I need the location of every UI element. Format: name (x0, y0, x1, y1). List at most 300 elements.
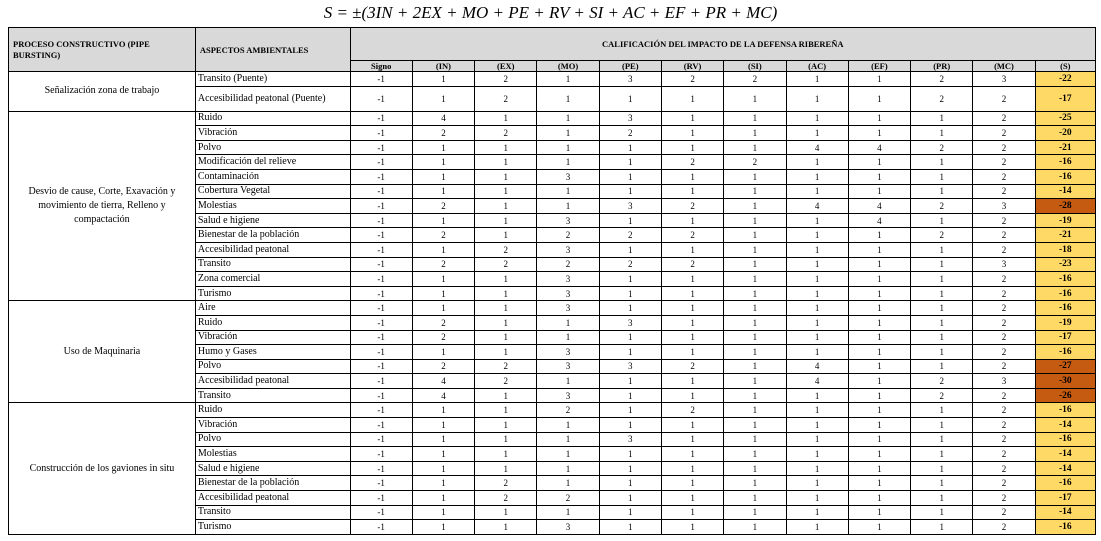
value-cell: 1 (724, 301, 786, 316)
aspect-cell: Accesibilidad peatonal (195, 374, 350, 389)
significance-cell: -19 (1035, 315, 1095, 330)
value-cell: 2 (412, 126, 474, 141)
value-cell: 2 (973, 111, 1035, 126)
value-cell: 1 (599, 169, 661, 184)
value-cell: 2 (973, 345, 1035, 360)
significance-cell: -21 (1035, 228, 1095, 243)
value-cell: 1 (537, 86, 599, 111)
value-cell: 1 (911, 184, 973, 199)
significance-cell: -20 (1035, 126, 1095, 141)
value-cell: 1 (911, 418, 973, 433)
aspect-cell: Vibración (195, 126, 350, 141)
value-cell: 1 (911, 286, 973, 301)
value-cell: 1 (599, 447, 661, 462)
value-cell: 1 (537, 461, 599, 476)
value-cell: -1 (350, 374, 412, 389)
value-cell: 1 (661, 184, 723, 199)
value-cell: 2 (911, 86, 973, 111)
value-cell: 1 (848, 315, 910, 330)
value-cell: 1 (848, 126, 910, 141)
value-cell: 1 (911, 111, 973, 126)
value-cell: 1 (848, 155, 910, 170)
value-cell: 1 (412, 505, 474, 520)
value-cell: 2 (412, 359, 474, 374)
value-cell: 2 (911, 374, 973, 389)
value-cell: 1 (599, 374, 661, 389)
value-cell: 1 (786, 228, 848, 243)
value-cell: 1 (661, 476, 723, 491)
value-cell: -1 (350, 184, 412, 199)
value-cell: 2 (724, 72, 786, 87)
aspect-cell: Bienestar de la población (195, 476, 350, 491)
value-cell: -1 (350, 111, 412, 126)
value-cell: 1 (661, 169, 723, 184)
value-cell: 1 (848, 345, 910, 360)
significance-cell: -17 (1035, 330, 1095, 345)
value-cell: 1 (911, 315, 973, 330)
value-cell: 4 (786, 199, 848, 214)
value-cell: 2 (973, 359, 1035, 374)
value-cell: 1 (412, 155, 474, 170)
value-cell: 1 (475, 272, 537, 287)
significance-cell: -16 (1035, 476, 1095, 491)
value-cell: 1 (911, 505, 973, 520)
value-cell: -1 (350, 301, 412, 316)
value-cell: 1 (724, 330, 786, 345)
value-cell: 1 (911, 301, 973, 316)
value-cell: 1 (475, 418, 537, 433)
value-cell: 1 (661, 505, 723, 520)
value-cell: 1 (848, 520, 910, 535)
value-cell: 1 (786, 242, 848, 257)
significance-cell: -21 (1035, 140, 1095, 155)
value-cell: 1 (724, 432, 786, 447)
value-cell: -1 (350, 242, 412, 257)
value-cell: -1 (350, 505, 412, 520)
value-cell: 1 (848, 461, 910, 476)
column-header: (PE) (599, 61, 661, 72)
value-cell: 1 (599, 272, 661, 287)
column-header: (EF) (848, 61, 910, 72)
value-cell: 1 (599, 461, 661, 476)
value-cell: 1 (786, 72, 848, 87)
value-cell: 1 (724, 491, 786, 506)
value-cell: 1 (475, 520, 537, 535)
value-cell: -1 (350, 315, 412, 330)
value-cell: -1 (350, 228, 412, 243)
aspect-cell: Vibración (195, 330, 350, 345)
value-cell: 1 (599, 155, 661, 170)
significance-cell: -14 (1035, 461, 1095, 476)
value-cell: 1 (661, 491, 723, 506)
significance-cell: -30 (1035, 374, 1095, 389)
value-cell: 1 (412, 242, 474, 257)
value-cell: 1 (537, 111, 599, 126)
significance-cell: -28 (1035, 199, 1095, 214)
value-cell: 1 (786, 476, 848, 491)
value-cell: 1 (786, 111, 848, 126)
aspect-cell: Bienestar de la población (195, 228, 350, 243)
value-cell: 1 (911, 447, 973, 462)
value-cell: 1 (848, 359, 910, 374)
value-cell: 1 (848, 301, 910, 316)
value-cell: 1 (724, 111, 786, 126)
value-cell: 1 (599, 403, 661, 418)
value-cell: 1 (537, 199, 599, 214)
value-cell: 1 (537, 155, 599, 170)
value-cell: 1 (848, 418, 910, 433)
table-row (9, 72, 1096, 87)
value-cell: 1 (724, 345, 786, 360)
value-cell: 3 (537, 520, 599, 535)
value-cell: 3 (537, 301, 599, 316)
value-cell: 1 (848, 286, 910, 301)
value-cell: 4 (848, 213, 910, 228)
value-cell: 2 (599, 228, 661, 243)
aspect-cell: Accesibilidad peatonal (195, 491, 350, 506)
aspect-cell: Turismo (195, 520, 350, 535)
value-cell: 2 (475, 491, 537, 506)
aspect-cell: Turismo (195, 286, 350, 301)
value-cell: 1 (475, 155, 537, 170)
aspect-cell: Ruido (195, 111, 350, 126)
value-cell: 4 (848, 140, 910, 155)
value-cell: 1 (724, 140, 786, 155)
value-cell: 2 (599, 257, 661, 272)
value-cell: 2 (412, 228, 474, 243)
value-cell: 1 (724, 403, 786, 418)
value-cell: 2 (973, 461, 1035, 476)
value-cell: 1 (911, 461, 973, 476)
value-cell: 1 (911, 213, 973, 228)
value-cell: 1 (848, 505, 910, 520)
process-cell: Uso de Maquinaria (9, 301, 196, 403)
value-cell: 1 (412, 418, 474, 433)
value-cell: 1 (724, 272, 786, 287)
value-cell: -1 (350, 447, 412, 462)
value-cell: 1 (475, 169, 537, 184)
value-cell: 3 (599, 72, 661, 87)
significance-cell: -18 (1035, 242, 1095, 257)
significance-cell: -27 (1035, 359, 1095, 374)
aspect-cell: Aire (195, 301, 350, 316)
value-cell: 1 (537, 447, 599, 462)
value-cell: 1 (412, 72, 474, 87)
value-cell: 1 (412, 447, 474, 462)
value-cell: 1 (911, 272, 973, 287)
value-cell: -1 (350, 272, 412, 287)
process-cell: Señalización zona de trabajo (9, 72, 196, 112)
significance-cell: -26 (1035, 388, 1095, 403)
value-cell: 2 (973, 169, 1035, 184)
value-cell: 1 (599, 418, 661, 433)
value-cell: 1 (599, 520, 661, 535)
value-cell: 2 (412, 315, 474, 330)
value-cell: 2 (973, 476, 1035, 491)
value-cell: 3 (537, 388, 599, 403)
value-cell: 1 (786, 169, 848, 184)
value-cell: 1 (911, 330, 973, 345)
value-cell: 1 (475, 345, 537, 360)
value-cell: 1 (475, 228, 537, 243)
header-process: PROCESO CONSTRUCTIVO (PIPE BURSTING) (9, 28, 196, 72)
value-cell: 1 (724, 257, 786, 272)
value-cell: 1 (412, 184, 474, 199)
value-cell: 3 (599, 359, 661, 374)
value-cell: -1 (350, 126, 412, 141)
value-cell: 1 (599, 505, 661, 520)
value-cell: 2 (599, 126, 661, 141)
value-cell: 1 (661, 126, 723, 141)
column-header: (SI) (724, 61, 786, 72)
value-cell: 2 (973, 505, 1035, 520)
significance-cell: -14 (1035, 418, 1095, 433)
value-cell: 1 (724, 213, 786, 228)
column-header: (AC) (786, 61, 848, 72)
value-cell: -1 (350, 140, 412, 155)
value-cell: 1 (848, 403, 910, 418)
value-cell: 1 (724, 359, 786, 374)
value-cell: 1 (661, 520, 723, 535)
header-calification: CALIFICACIÓN DEL IMPACTO DE LA DEFENSA RIBEREÑA (350, 28, 1095, 61)
value-cell: 1 (724, 315, 786, 330)
value-cell: 1 (786, 505, 848, 520)
aspect-cell: Molestias (195, 447, 350, 462)
value-cell: 1 (724, 86, 786, 111)
value-cell: 2 (661, 228, 723, 243)
value-cell: -1 (350, 213, 412, 228)
aspect-cell: Polvo (195, 359, 350, 374)
value-cell: 1 (475, 388, 537, 403)
value-cell: 1 (661, 140, 723, 155)
value-cell: 4 (786, 140, 848, 155)
value-cell: 3 (599, 315, 661, 330)
value-cell: 2 (911, 199, 973, 214)
significance-cell: -17 (1035, 86, 1095, 111)
value-cell: 2 (973, 447, 1035, 462)
value-cell: -1 (350, 520, 412, 535)
value-cell: 2 (911, 228, 973, 243)
value-cell: 1 (786, 447, 848, 462)
value-cell: 1 (911, 126, 973, 141)
value-cell: 1 (911, 242, 973, 257)
value-cell: 1 (661, 330, 723, 345)
value-cell: 1 (661, 432, 723, 447)
value-cell: 1 (786, 301, 848, 316)
value-cell: 2 (973, 388, 1035, 403)
significance-cell: -19 (1035, 213, 1095, 228)
value-cell: 1 (412, 520, 474, 535)
aspect-cell: Ruido (195, 315, 350, 330)
value-cell: 1 (661, 374, 723, 389)
value-cell: 2 (973, 315, 1035, 330)
value-cell: 1 (724, 228, 786, 243)
value-cell: 2 (412, 199, 474, 214)
value-cell: 1 (537, 315, 599, 330)
value-cell: 1 (786, 315, 848, 330)
value-cell: 1 (661, 388, 723, 403)
value-cell: 2 (911, 388, 973, 403)
value-cell: 3 (537, 286, 599, 301)
value-cell: 1 (724, 418, 786, 433)
value-cell: 1 (661, 315, 723, 330)
value-cell: 1 (475, 111, 537, 126)
value-cell: 1 (786, 491, 848, 506)
value-cell: 1 (848, 476, 910, 491)
value-cell: 2 (475, 72, 537, 87)
value-cell: 2 (661, 403, 723, 418)
value-cell: 1 (661, 345, 723, 360)
value-cell: -1 (350, 491, 412, 506)
value-cell: 3 (537, 272, 599, 287)
value-cell: -1 (350, 286, 412, 301)
value-cell: 1 (661, 286, 723, 301)
value-cell: 2 (973, 432, 1035, 447)
value-cell: 2 (973, 301, 1035, 316)
value-cell: 1 (599, 330, 661, 345)
value-cell: 4 (412, 388, 474, 403)
value-cell: 1 (661, 461, 723, 476)
value-cell: 1 (475, 315, 537, 330)
value-cell: 2 (973, 140, 1035, 155)
value-cell: 1 (661, 418, 723, 433)
value-cell: 3 (599, 111, 661, 126)
value-cell: 1 (599, 242, 661, 257)
value-cell: 1 (786, 403, 848, 418)
value-cell: 3 (537, 345, 599, 360)
aspect-cell: Humo y Gases (195, 345, 350, 360)
value-cell: 1 (786, 418, 848, 433)
aspect-cell: Transito (195, 257, 350, 272)
value-cell: 1 (475, 447, 537, 462)
significance-cell: -16 (1035, 403, 1095, 418)
significance-cell: -14 (1035, 505, 1095, 520)
value-cell: 1 (724, 126, 786, 141)
value-cell: 1 (848, 330, 910, 345)
value-cell: 1 (848, 257, 910, 272)
value-cell: -1 (350, 330, 412, 345)
value-cell: 1 (786, 345, 848, 360)
value-cell: -1 (350, 461, 412, 476)
value-cell: 2 (537, 491, 599, 506)
value-cell: 3 (537, 213, 599, 228)
aspect-cell: Transito (195, 388, 350, 403)
value-cell: 1 (537, 432, 599, 447)
process-cell: Desvio de cause, Corte, Exavación y movimiento de tierra, Relleno y compactación (9, 111, 196, 301)
value-cell: 1 (475, 199, 537, 214)
value-cell: -1 (350, 199, 412, 214)
value-cell: 1 (412, 140, 474, 155)
value-cell: 2 (911, 72, 973, 87)
value-cell: 1 (475, 330, 537, 345)
value-cell: 2 (911, 140, 973, 155)
aspect-cell: Contaminación (195, 169, 350, 184)
value-cell: 1 (848, 72, 910, 87)
value-cell: 3 (973, 72, 1035, 87)
value-cell: 1 (537, 476, 599, 491)
value-cell: 4 (786, 359, 848, 374)
value-cell: 2 (973, 520, 1035, 535)
significance-cell: -14 (1035, 184, 1095, 199)
value-cell: 1 (475, 461, 537, 476)
value-cell: 3 (973, 199, 1035, 214)
value-cell: 2 (537, 228, 599, 243)
value-cell: 2 (973, 403, 1035, 418)
value-cell: -1 (350, 155, 412, 170)
column-header: (MC) (973, 61, 1035, 72)
value-cell: 1 (848, 491, 910, 506)
value-cell: 2 (475, 242, 537, 257)
value-cell: -1 (350, 432, 412, 447)
value-cell: 2 (475, 126, 537, 141)
value-cell: 1 (599, 491, 661, 506)
column-header: (EX) (475, 61, 537, 72)
value-cell: 1 (599, 388, 661, 403)
aspect-cell: Molestias (195, 199, 350, 214)
value-cell: 1 (848, 272, 910, 287)
value-cell: 2 (475, 86, 537, 111)
column-header: (S) (1035, 61, 1095, 72)
value-cell: 1 (786, 184, 848, 199)
value-cell: 3 (537, 359, 599, 374)
value-cell: 2 (973, 184, 1035, 199)
aspect-cell: Salud e higiene (195, 461, 350, 476)
value-cell: 1 (848, 169, 910, 184)
value-cell: -1 (350, 86, 412, 111)
value-cell: 3 (599, 432, 661, 447)
value-cell: 1 (724, 388, 786, 403)
value-cell: 1 (786, 155, 848, 170)
value-cell: 1 (599, 213, 661, 228)
value-cell: 3 (973, 374, 1035, 389)
value-cell: 1 (475, 140, 537, 155)
value-cell: 1 (724, 461, 786, 476)
value-cell: 1 (848, 228, 910, 243)
value-cell: 1 (911, 520, 973, 535)
value-cell: 1 (848, 388, 910, 403)
value-cell: 1 (786, 272, 848, 287)
value-cell: 1 (786, 126, 848, 141)
value-cell: 2 (973, 491, 1035, 506)
value-cell: 1 (661, 242, 723, 257)
significance-cell: -25 (1035, 111, 1095, 126)
value-cell: 1 (412, 432, 474, 447)
value-cell: 2 (973, 155, 1035, 170)
value-cell: 1 (786, 388, 848, 403)
value-cell: 1 (786, 432, 848, 447)
header-aspects: ASPECTOS AMBIENTALES (195, 28, 350, 72)
impact-formula: S = ±(3IN + 2EX + MO + PE + RV + SI + AC + EF + PR + MC) (323, 3, 778, 22)
value-cell: 4 (848, 199, 910, 214)
significance-cell: -22 (1035, 72, 1095, 87)
value-cell: 1 (724, 184, 786, 199)
value-cell: 1 (911, 476, 973, 491)
process-cell: Construcción de los gaviones in situ (9, 403, 196, 534)
value-cell: 2 (661, 257, 723, 272)
column-header: (MO) (537, 61, 599, 72)
value-cell: 1 (475, 432, 537, 447)
value-cell: 1 (412, 169, 474, 184)
value-cell: -1 (350, 403, 412, 418)
significance-cell: -16 (1035, 520, 1095, 535)
value-cell: 1 (911, 169, 973, 184)
value-cell: 2 (724, 155, 786, 170)
table-row (9, 403, 1096, 418)
value-cell: 2 (973, 213, 1035, 228)
value-cell: 1 (412, 301, 474, 316)
value-cell: 1 (475, 184, 537, 199)
value-cell: 2 (537, 403, 599, 418)
